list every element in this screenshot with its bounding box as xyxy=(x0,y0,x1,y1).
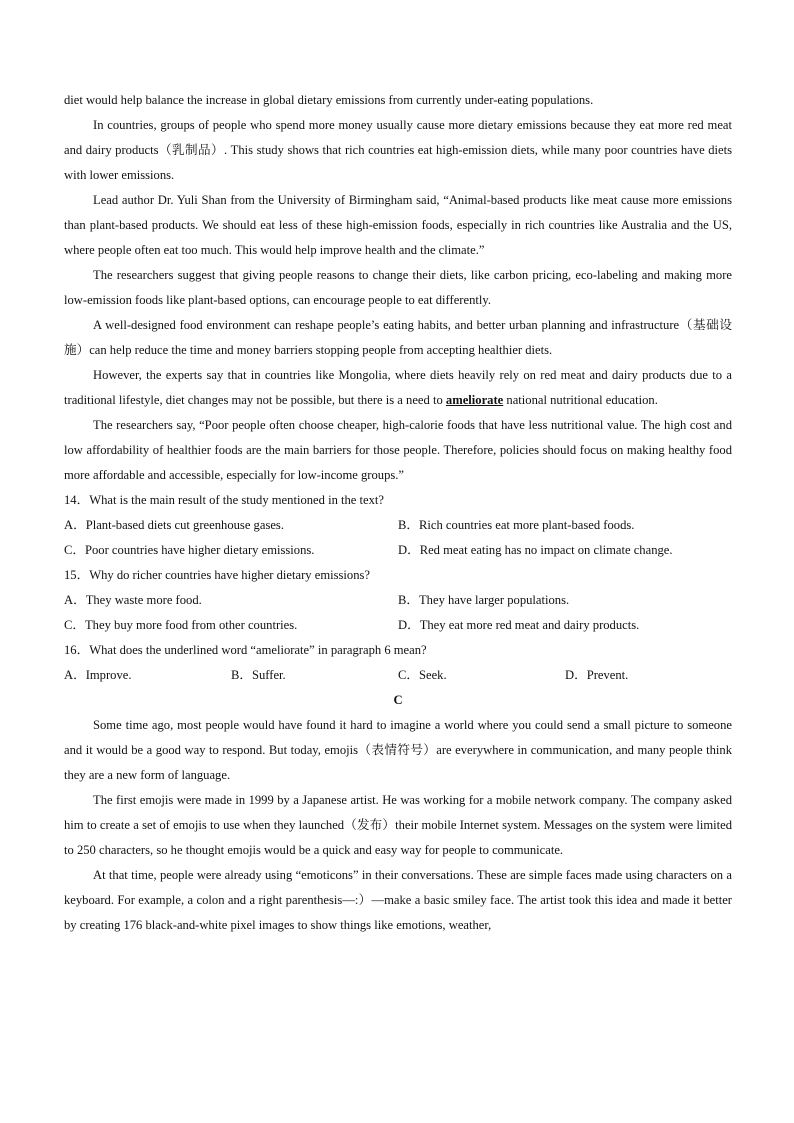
passage-b-paragraph-6: The researchers say, “Poor people often choose cheaper, high-calorie foods that have less nutritional value. The high cost and low affordability of healthier foods are the main barriers for those people. Therefore, policies should focus on making healthy food more affordable and accessible, especially for low-income groups.” xyxy=(64,418,732,482)
question-16-option-d: D．Prevent. xyxy=(565,668,629,682)
document-page xyxy=(64,88,732,938)
passage-c-paragraph-3: At that time, people were already using “emoticons” in their conversations. These are simple faces made using characters on a keyboard. For example, a colon and a right parenthesis—:）—make a basic smiley face. The artist took this idea and made it better by creating 176 black-and-white pixel images to show things like emotions, weather, xyxy=(64,868,732,932)
question-15-option-b: B．They have larger populations. xyxy=(398,593,570,607)
passage-c-paragraph-1: Some time ago, most people would have found it hard to imagine a world where you could send a small picture to someone and it would be a good way to respond. But today, emojis（表情符号）are everywhere in communication, and many people think they are a new form of language. xyxy=(64,718,732,782)
question-14-option-c: C．Poor countries have higher dietary emissions. xyxy=(64,543,315,557)
question-14-option-b: B．Rich countries eat more plant-based foods. xyxy=(398,518,635,532)
question-16-option-c: C．Seek. xyxy=(398,668,447,682)
question-16-option-b: B．Suffer. xyxy=(231,668,286,682)
paragraph-5-text-after: national nutritional education. xyxy=(503,393,658,407)
question-16-options-row xyxy=(64,663,732,688)
question-14-options-row-2 xyxy=(64,538,732,563)
question-14-options-row-1 xyxy=(64,513,732,538)
question-15-option-c: C．They buy more food from other countries. xyxy=(64,618,298,632)
question-15-stem: 15．Why do richer countries have higher dietary emissions? xyxy=(64,568,371,582)
underlined-word: ameliorate xyxy=(445,393,504,407)
question-15-options-row-2 xyxy=(64,613,732,638)
paragraph-5-text-before: However, the experts say that in countries like Mongolia, where diets heavily rely on red meat and dairy products due to a traditional lifestyle, diet changes may not be possible, but there is a need to xyxy=(64,368,732,407)
section-c-heading: C xyxy=(393,693,403,707)
question-14-option-d: D．Red meat eating has no impact on climate change. xyxy=(398,543,673,557)
question-16-option-a: A．Improve. xyxy=(64,668,132,682)
passage-c-paragraph-2: The first emojis were made in 1999 by a Japanese artist. He was working for a mobile network company. The company asked him to create a set of emojis to use when they launched（发布）their mobile Internet system. Messages on the system were limited to 250 characters, so he thought emojis would be a quick and easy way for people to communicate. xyxy=(64,793,732,857)
passage-b-paragraph-4: A well-designed food environment can reshape people’s eating habits, and better urban planning and infrastructure（基础设施）can help reduce the time and money barriers stopping people from accepting healthier diets. xyxy=(64,318,732,357)
passage-b-paragraph-3: The researchers suggest that giving people reasons to change their diets, like carbon pricing, eco-labeling and making more low-emission foods like plant-based options, can encourage people to eat differently. xyxy=(64,268,732,307)
passage-b-paragraph-2: Lead author Dr. Yuli Shan from the University of Birmingham said, “Animal-based products like meat cause more emissions than plant-based products. We should eat less of these high-emission foods, especially in rich countries like Australia and the US, where people often eat too much. This would help improve health and the climate.” xyxy=(64,193,732,257)
passage-b-paragraph-5 xyxy=(64,363,732,413)
question-16-stem: 16．What does the underlined word “ameliorate” in paragraph 6 mean? xyxy=(64,643,427,657)
passage-b-paragraph-0: diet would help balance the increase in global dietary emissions from currently under-eating populations. xyxy=(64,93,594,107)
question-15-options-row-1 xyxy=(64,588,732,613)
question-14-stem: 14．What is the main result of the study mentioned in the text? xyxy=(64,493,385,507)
question-14-option-a: A．Plant-based diets cut greenhouse gases. xyxy=(64,518,284,532)
question-15-option-d: D．They eat more red meat and dairy products. xyxy=(398,618,640,632)
question-15-option-a: A．They waste more food. xyxy=(64,593,202,607)
passage-b-paragraph-1: In countries, groups of people who spend more money usually cause more dietary emissions because they eat more red meat and dairy products（乳制品）. This study shows that rich countries eat high-emission diets, while many poor countries have diets with lower emissions. xyxy=(64,118,732,182)
